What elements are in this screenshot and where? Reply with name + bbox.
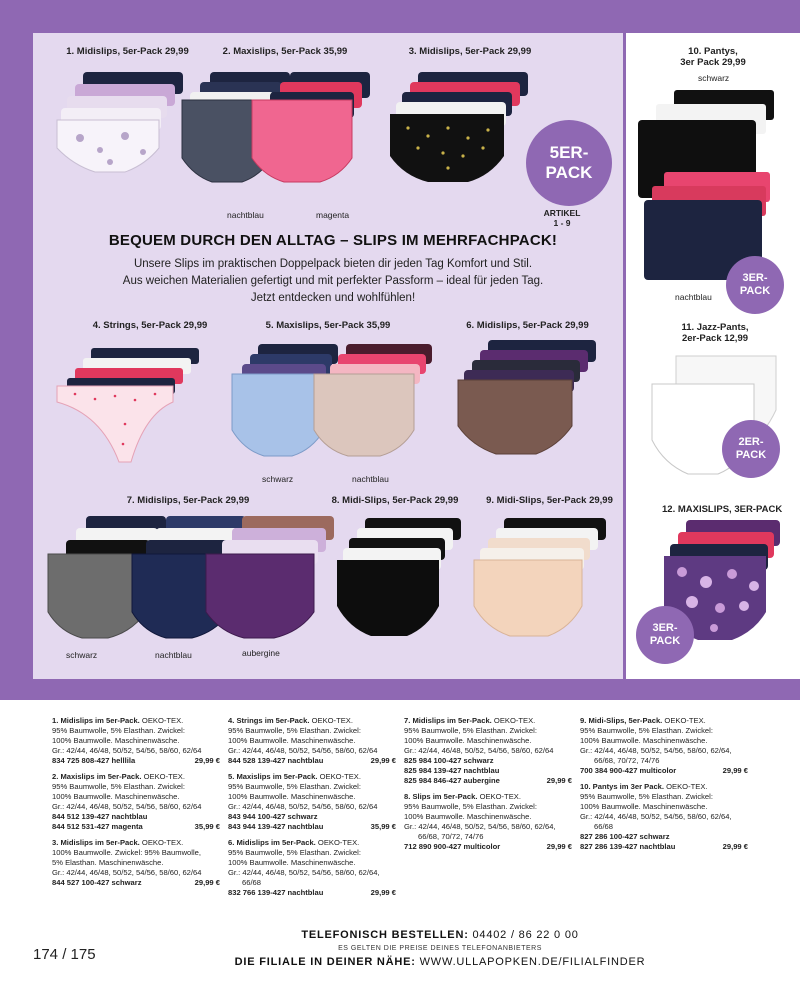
details-column-1	[52, 716, 220, 894]
caption-product-1: 1. Midislips, 5er-Pack 29,99	[66, 46, 189, 57]
caption-product-6: 6. Midislips, 5er-Pack 29,99	[466, 320, 589, 331]
article-row	[52, 812, 220, 822]
color-label-aubergine: aubergine	[242, 648, 280, 658]
article-price: 29,99 €	[370, 888, 396, 897]
detail-line: Gr.: 42/44, 46/48, 50/52, 54/56, 58/60, 62/64	[52, 802, 202, 811]
detail-line: Gr.: 42/44, 46/48, 50/52, 54/56, 58/60, 62/64,	[580, 812, 732, 821]
detail-line: Gr.: 42/44, 46/48, 50/52, 54/56, 58/60, 62/64	[52, 868, 202, 877]
product-image-1[interactable]	[55, 60, 190, 195]
detail-entry	[404, 792, 572, 852]
article-row	[52, 822, 220, 832]
detail-entry	[580, 716, 748, 776]
article-number: 834 725 808-427 helllila	[52, 756, 136, 765]
store-finder-link[interactable]: WWW.ULLAPOPKEN.DE/FILIALFINDER	[419, 956, 646, 968]
detail-line: Gr.: 42/44, 46/48, 50/52, 54/56, 58/60, 62/64,	[404, 822, 556, 831]
detail-line: 95% Baumwolle, 5% Elasthan. Zwickel:	[52, 726, 185, 735]
detail-entry	[228, 772, 396, 832]
article-row	[404, 842, 572, 852]
details-column-3	[404, 716, 572, 858]
detail-line: 100% Baumwolle. Maschinenwäsche.	[580, 736, 708, 745]
article-row	[580, 766, 748, 776]
detail-line: 100% Baumwolle. Maschinenwäsche.	[580, 802, 708, 811]
color-label-schwarz: schwarz	[262, 474, 294, 484]
detail-entry	[228, 716, 396, 766]
article-price: 29,99 €	[546, 842, 572, 851]
detail-line: 100% Baumwolle. Maschinenwäsche.	[52, 736, 180, 745]
product-image-8[interactable]	[335, 514, 467, 649]
article-row	[580, 842, 748, 852]
article-price: 29,99 €	[722, 842, 748, 851]
page-number: 174 / 175	[33, 946, 96, 963]
detail-entry	[52, 838, 220, 888]
badge-3er-pack-10: 3ER- PACK	[726, 256, 784, 314]
color-label-nachtblau-5: nachtblau	[352, 474, 389, 484]
detail-line: Gr.: 42/44, 46/48, 50/52, 54/56, 58/60, 62/64	[228, 746, 378, 755]
article-number: 700 384 900-427 multicolor	[580, 766, 677, 775]
product-image-7[interactable]	[46, 512, 346, 652]
detail-title: 1. Midislips im 5er-Pack. OEKO-TEX.	[52, 716, 184, 725]
article-number: 844 527 100-427 schwarz	[52, 878, 142, 887]
article-row	[228, 812, 396, 822]
article-number: 844 512 531-427 magenta	[52, 822, 143, 831]
article-number: 843 944 100-427 schwarz	[228, 812, 318, 821]
article-number: 827 286 139-427 nachtblau	[580, 842, 676, 851]
product-image-6[interactable]	[456, 336, 601, 471]
article-price: 29,99 €	[194, 756, 220, 765]
caption-product-10: 10. Pantys, 3er Pack 29,99	[680, 46, 746, 68]
detail-line: 95% Baumwolle, 5% Elasthan. Zwickel:	[228, 782, 361, 791]
detail-title: 4. Strings im 5er-Pack. OEKO-TEX.	[228, 716, 353, 725]
details-column-2	[228, 716, 396, 904]
article-price: 35,99 €	[194, 822, 220, 831]
product-image-5[interactable]	[228, 340, 443, 470]
detail-line: 100% Baumwolle. Maschinenwäsche.	[404, 812, 532, 821]
article-number: 712 890 900-427 multicolor	[404, 842, 501, 851]
article-price: 35,99 €	[370, 822, 396, 831]
article-number: 844 512 139-427 nachtblau	[52, 812, 148, 821]
badge-3er-pack-12: 3ER- PACK	[636, 606, 694, 664]
article-row	[228, 756, 396, 766]
detail-line: 95% Baumwolle, 5% Elasthan. Zwickel:	[580, 792, 713, 801]
detail-line: 95% Baumwolle, 5% Elasthan. Zwickel:	[404, 726, 537, 735]
detail-line: 100% Baumwolle. Maschinenwäsche.	[228, 792, 356, 801]
article-number: 844 528 139-427 nachtblau	[228, 756, 324, 765]
color-label-nachtblau-10: nachtblau	[675, 292, 712, 302]
detail-line: 95% Baumwolle, 5% Elasthan. Zwickel:	[404, 802, 537, 811]
detail-title: 5. Maxislips im 5er-Pack. OEKO-TEX.	[228, 772, 361, 781]
caption-product-11: 11. Jazz-Pants, 2er-Pack 12,99	[681, 322, 749, 344]
detail-line: 5% Elasthan. Maschinenwäsche.	[52, 858, 164, 867]
detail-line: 66/68	[242, 878, 262, 887]
caption-product-2: 2. Maxislips, 5er-Pack 35,99	[222, 46, 348, 57]
caption-product-9: 9. Midi-Slips, 5er-Pack 29,99	[486, 495, 613, 506]
detail-line: Gr.: 42/44, 46/48, 50/52, 54/56, 58/60, 62/64	[52, 746, 202, 755]
article-number: 832 766 139-427 nachtblau	[228, 888, 324, 897]
color-label-schwarz-10: schwarz	[698, 73, 730, 83]
detail-line: 66/68, 70/72, 74/76	[418, 832, 484, 841]
article-price: 29,99 €	[546, 776, 572, 785]
detail-line: Gr.: 42/44, 46/48, 50/52, 54/56, 58/60, 62/64	[404, 746, 554, 755]
detail-entry	[52, 772, 220, 832]
badge-2er-pack: 2ER- PACK	[722, 420, 780, 478]
detail-line: 100% Baumwolle. Maschinenwäsche.	[52, 792, 180, 801]
article-row	[228, 822, 396, 832]
detail-line: 100% Baumwolle. Maschinenwäsche.	[404, 736, 532, 745]
article-row	[52, 756, 220, 766]
color-label-nachtblau-7: nachtblau	[155, 650, 192, 660]
article-number: 825 984 100-427 schwarz	[404, 756, 494, 765]
detail-line: 100% Baumwolle. Zwickel: 95% Baumwolle,	[52, 848, 201, 857]
detail-line: 95% Baumwolle, 5% Elasthan. Zwickel:	[228, 726, 361, 735]
article-number: 827 286 100-427 schwarz	[580, 832, 670, 841]
detail-line: Gr.: 42/44, 46/48, 50/52, 54/56, 58/60, 62/64,	[580, 746, 732, 755]
store-finder-line: DIE FILIALE IN DEINER NÄHE: WWW.ULLAPOPKEN.DE/FILIALFINDER	[234, 956, 646, 968]
article-price: 29,99 €	[722, 766, 748, 775]
detail-line: 95% Baumwolle, 5% Elasthan. Zwickel:	[580, 726, 713, 735]
detail-entry	[52, 716, 220, 766]
color-label-magenta: magenta	[316, 210, 350, 220]
phone-number[interactable]: 04402 / 86 22 0 00	[472, 929, 579, 941]
detail-entry	[228, 838, 396, 898]
detail-title: 8. Slips im 5er-Pack. OEKO-TEX.	[404, 792, 521, 801]
detail-line: Gr.: 42/44, 46/48, 50/52, 54/56, 58/60, 62/64	[228, 802, 378, 811]
detail-title: 9. Midi-Slips, 5er-Pack. OEKO-TEX.	[580, 716, 706, 725]
detail-line: 100% Baumwolle. Maschinenwäsche.	[228, 858, 356, 867]
detail-entry	[580, 782, 748, 852]
product-image-2[interactable]	[180, 68, 380, 208]
phone-order-line: TELEFONISCH BESTELLEN: 04402 / 86 22 0 00	[301, 929, 579, 941]
artikel-note: ARTIKEL 1 - 9	[543, 208, 581, 228]
badge-5er-pack: 5ER- PACK	[526, 120, 612, 206]
caption-product-8: 8. Midi-Slips, 5er-Pack 29,99	[331, 495, 459, 506]
article-number: 825 984 139-427 nachtblau	[404, 766, 500, 775]
detail-line: 100% Baumwolle. Maschinenwäsche.	[228, 736, 356, 745]
article-row	[404, 766, 572, 776]
article-row	[404, 776, 572, 786]
details-column-4	[580, 716, 748, 858]
detail-line: Gr.: 42/44, 46/48, 50/52, 54/56, 58/60, 62/64,	[228, 868, 380, 877]
detail-line: 66/68, 70/72, 74/76	[594, 756, 660, 765]
caption-product-12: 12. MAXISLIPS, 3ER-PACK	[662, 504, 783, 515]
detail-entry	[404, 716, 572, 786]
color-label-nachtblau: nachtblau	[227, 210, 264, 220]
detail-title: 10. Pantys im 3er Pack. OEKO-TEX.	[580, 782, 708, 791]
caption-product-5: 5. Maxislips, 5er-Pack 35,99	[265, 320, 391, 331]
article-row	[404, 756, 572, 766]
detail-title: 3. Midislips im 5er-Pack. OEKO-TEX.	[52, 838, 184, 847]
detail-title: 2. Maxislips im 5er-Pack. OEKO-TEX.	[52, 772, 185, 781]
detail-title: 7. Midislips im 5er-Pack. OEKO-TEX.	[404, 716, 536, 725]
article-row	[228, 888, 396, 898]
detail-line: 66/68	[594, 822, 614, 831]
intro-text: Unsere Slips im praktischen Doppelpack bieten dir jeden Tag Komfort und Stil. Aus weichen Materialien gefertigt und mit perfekter Passform – ideal für jeden Tag. Jetzt entdecken und wohlfühlen!	[122, 258, 544, 304]
article-price: 29,99 €	[370, 756, 396, 765]
product-image-3[interactable]	[388, 68, 533, 203]
article-number: 825 984 846-427 aubergine	[404, 776, 500, 785]
article-number: 843 944 139-427 nachtblau	[228, 822, 324, 831]
article-row	[52, 878, 220, 888]
detail-line: 95% Baumwolle, 5% Elasthan. Zwickel:	[228, 848, 361, 857]
article-price: 29,99 €	[194, 878, 220, 887]
caption-product-3: 3. Midislips, 5er-Pack 29,99	[408, 46, 532, 57]
product-image-4[interactable]	[55, 344, 205, 474]
page-headline: BEQUEM DURCH DEN ALLTAG – SLIPS IM MEHRFACHPACK!	[108, 232, 558, 249]
product-image-9[interactable]	[472, 514, 612, 649]
color-label-schwarz-7: schwarz	[66, 650, 98, 660]
caption-product-7: 7. Midislips, 5er-Pack 29,99	[126, 495, 250, 506]
caption-product-4: 4. Strings, 5er-Pack 29,99	[92, 320, 208, 331]
tariff-note: ES GELTEN DIE PREISE DEINES TELEFONANBIETERS	[338, 945, 542, 952]
detail-line: 95% Baumwolle, 5% Elasthan. Zwickel:	[52, 782, 185, 791]
article-row	[580, 832, 748, 842]
detail-title: 6. Midislips im 5er-Pack. OEKO-TEX.	[228, 838, 360, 847]
